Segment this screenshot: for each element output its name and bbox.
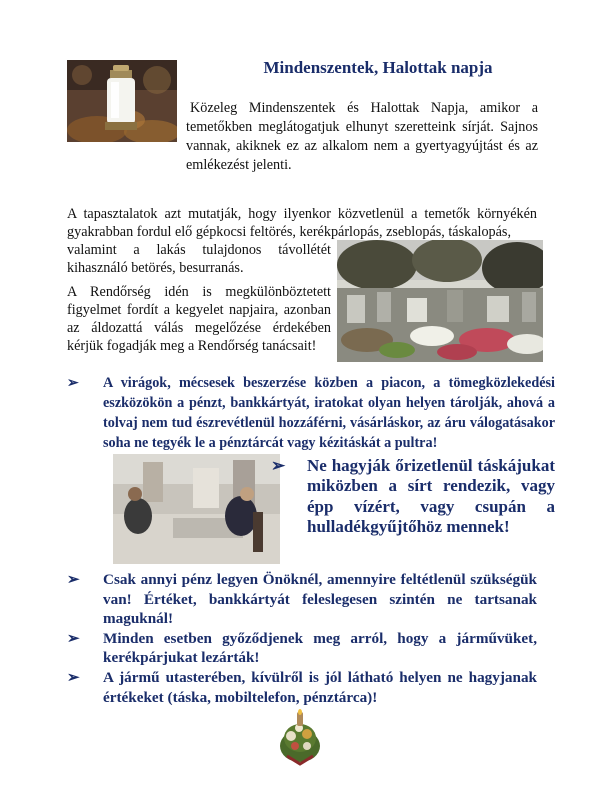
bullet-item: ➢ Ne hagyják őrizetlenül táskájukat miközben a sírt rendezik, vagy épp vízért, vagy csupán a hulladékgyűjtőhöz mennek! bbox=[271, 456, 555, 536]
bullet-item: ➢ Minden esetben győződjenek meg arról, hogy a járművüket, kerékpárjukat lezárták! bbox=[67, 629, 537, 667]
arrow-bullet-icon: ➢ bbox=[271, 456, 286, 475]
grave-visitors-photo bbox=[113, 454, 280, 564]
paragraph-experience-continued: valamint a lakás tulajdonos távollétét kihasználó betörés, besurranás. bbox=[67, 242, 331, 276]
page-title: Mindenszentek, Halottak napja bbox=[263, 58, 493, 77]
bullet-list bbox=[67, 570, 537, 707]
arrow-bullet-icon: ➢ bbox=[67, 668, 80, 686]
cemetery-photo bbox=[337, 240, 543, 362]
bullet-item: ➢ Csak annyi pénz legyen Önöknél, amennyire feltétlenül szükségük van! Értéket, bankkártyát feleslegesen szintén ne tartsanak maguknál! bbox=[67, 571, 537, 628]
candle-photo bbox=[67, 60, 177, 142]
arrow-bullet-icon: ➢ bbox=[67, 629, 80, 647]
bullet-item: ➢ A jármű utasterében, kívülről is jól látható helyen ne hagyjanak értékeket (táska, mobiltelefon, pénztárca)! bbox=[67, 668, 537, 706]
intro-paragraph: Közeleg Mindenszentek és Halottak Napja, amikor a temetőkben meglátogatjuk elhunyt szeretteink sírját. Sajnos vannak, akiknek ez az alkalom nem a gyertyagyújtást és az emlékezést jelenti. bbox=[186, 100, 538, 173]
paragraph-experience: A tapasztalatok azt mutatják, hogy ilyenkor közvetlenül a temetők környékén gyakrabban fordul elő gépkocsi feltörés, kerékpárlopás, zseblopás, táskalopás, bbox=[67, 206, 537, 240]
paragraph-police: A Rendőrség idén is megkülönböztetett figyelmet fordít a kegyelet napjaira, azonban az áldozattá válás megelőzése érdekében kérjük fogadják meg a Rendőrség tanácsait! bbox=[67, 284, 331, 354]
wreath-icon bbox=[277, 708, 323, 766]
arrow-bullet-icon: ➢ bbox=[67, 571, 80, 588]
bullet-item: ➢ A virágok, mécsesek beszerzése közben a piacon, a tömegközlekedési eszközökön a pénzt, bankkártyát, iratokat olyan helyen tárolják, ahová a tolvaj nem tud észrevétlenül hozzáférni, vásárláskor, az áru válogatásakor soha ne tegyék le a pénztárcát vagy kézitáskát a pultra! bbox=[67, 375, 555, 451]
arrow-bullet-icon: ➢ bbox=[67, 375, 79, 391]
